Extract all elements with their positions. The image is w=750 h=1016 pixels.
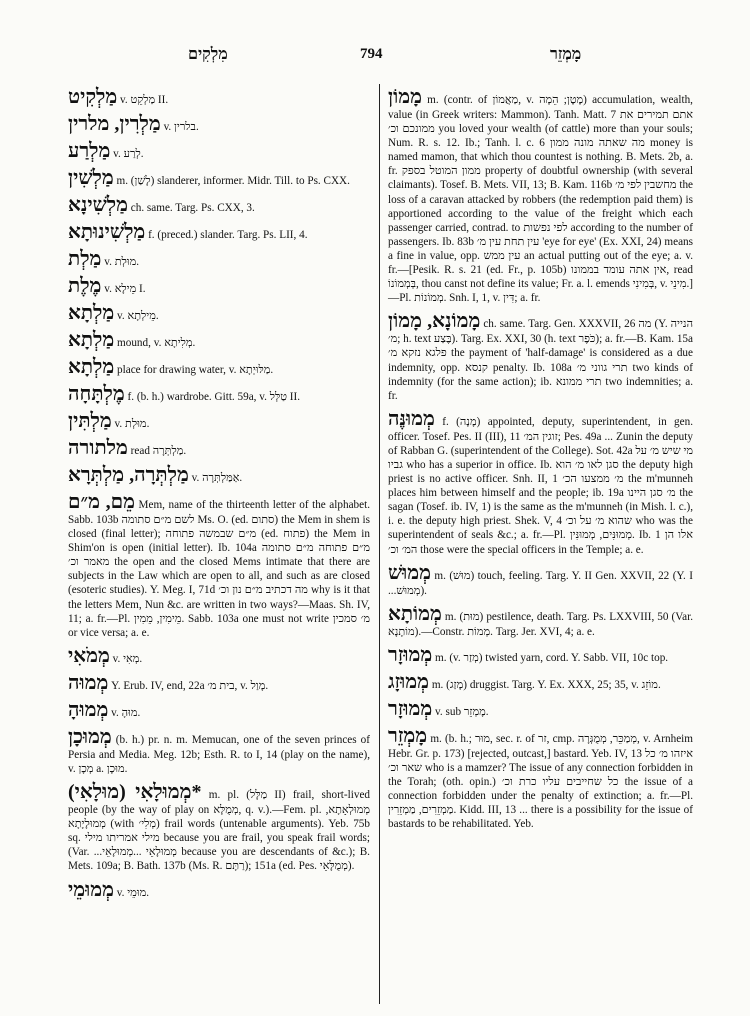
dictionary-entry: [68, 464, 370, 486]
dictionary-entry: [68, 329, 370, 351]
dictionary-entry: [388, 408, 693, 557]
dictionary-entry: [68, 113, 370, 135]
entry-headword: מַלְתָא: [68, 356, 115, 378]
entry-headword: מֶלֶת: [68, 275, 102, 297]
entry-definition: v. אַמַּלְתְּרָה.: [188, 472, 243, 484]
dictionary-entry: [68, 781, 370, 873]
entry-headword: מַלְשִׁין: [68, 167, 114, 189]
entry-definition: m. (מוּת) pestilence, death. Targ. Ps. LXXVIII, 50 (Var. מוֹתָנָא).—Constr. מְמוֹת. Targ. Jer. XVI, 4; a. e.: [388, 610, 693, 638]
dictionary-entry: [68, 194, 370, 216]
dictionary-entry: [68, 221, 370, 243]
entry-definition: mound, v. מְלִיתָא.: [114, 337, 196, 349]
entry-definition: m. (contr. of מַאֲמוֹן, v. מֶטֶן; הֵמָה) accumulation, wealth, value (in Greek writers: Mammon). Tanh. Matt. 7 אתם תמירים את ממונכם וכ׳ you loved your wealth (of cattle) more than your souls; Num. R. s. 12. Ib.; Tanh. l. c. 6 מה שאתה מונה ממון money is named mamon, that which thou countest is nothing. B. Mets. 2b, a. fr. ממון המוטל בספק property of doubtful ownership (with several claimants). Tosef. B. Mets. VII, 13; B. Kam. 116b מחשבין לפי מ׳ the loss of a caravan attacked by robbers (the redemption paid them) is apportioned according to the value of the freight which each passenger carried, contrad. to לפי נפשות according to the number of passengers. Ib. 83b עין תחת עין מ׳ 'eye for eye' (Ex. XXI, 24) means a fine in value, opp. עין ממש an actual putting out of the eye; a. v. fr.—[Pesik. R. s. 21 (ed. Fr., p. 105b) אין אתה עומד בממונו, read בְּמְמוֹנוֹ, thou canst not define its value; Fr. a. l. emends בְּמִינִי, v. מִינֵי.]—Pl. מְמוֹנוֹת. Snh. I, 1, v. דִּין; a. fr.: [388, 94, 694, 305]
entry-headword: מְמוּהָ: [68, 698, 109, 721]
entry-definition: v. sub מָמְזֵר.: [432, 705, 489, 718]
entry-headword: מַלְרַע: [68, 140, 111, 162]
right-column: [388, 86, 693, 836]
entry-definition: m. (b. h.; מוּר, sec. r. of זר, cmp. מְמַכֵּר, מְמֻגְּרָה, v. Arnheim Hebr. Gr. p. 173) [rejected, outcast,] bastard. Yeb. IV, 13 איזהו מ׳ כל שאר וכ׳ who is a mamzer? The issue of any connection forbidden in the Torah; (oth. opin.) כל שחייבים עליו כרת וכ׳ the issue of a connection forbidden under the penalty of extinction; a. fr.—Pl. מַמְזֵרִים, מַמְזֵרִין. Kidd. III, 13 ... there is a possibility for the issue of bastards to be rehabilitated. Yeb.: [388, 732, 694, 831]
dictionary-entry: [68, 167, 370, 189]
entry-headword: מְמוּה: [68, 671, 109, 694]
entry-definition: v. בלרין.: [160, 121, 199, 133]
entry-definition: v. לְרַע.: [110, 148, 144, 160]
dictionary-entry: [68, 356, 370, 378]
entry-definition: v. מַלְקֵט II.: [117, 94, 169, 106]
entry-definition: Mem, name of the thirteenth letter of the alphabet. Sabb. 103b לשם מ״ם סתומה Ms. O. (ed. סתום) the Mem in shem is closed (final letter); מ״ם שבמשה פתוחה (ed. פתוח) the Mem in Shim'on is open (initial letter). Ib. 104a מ״ם פתוחה מ״ם סתומה מאמר וכ׳ the open and the closed Mems intimate that there are subjects in the Law which are open to all, and such as are closed (esoteric studies). Y. Meg. I, 71d מה דכתיב מ״ם נון וכ׳ why is it that the letters Mem, Nun &c. are written in two ways?—Maas. Sh. IV, 11; a. fr.—Pl. מֵימִין, מֵמִין. Sabb. 103a one must not write מ׳ סמכין or vice versa; a. e.: [68, 499, 371, 639]
entry-definition: m. (v. מְזַר) twisted yarn, cord. Y. Sabb. VII, 10c top.: [432, 651, 669, 664]
entry-headword: מְמוּזָר: [388, 643, 433, 666]
entry-definition: (b. h.) pr. n. m. Memucan, one of the seven princes of Persia and Media. Meg. 12b; Esth. R. to I, 14 (play on the name), v. מְכָן a. מוּכָן.: [68, 733, 370, 775]
dictionary-entry: [68, 437, 370, 459]
entry-headword: מָמְזֵר: [388, 724, 428, 747]
entry-definition: v. מוּלְת.: [101, 256, 140, 268]
running-header: [70, 46, 690, 70]
right-running-headword: מָמְזֵר: [550, 46, 582, 63]
dictionary-entry: [388, 671, 693, 693]
entry-headword: מַלְשִׁינוּתָא: [68, 221, 146, 243]
entry-definition: m. (לָשַׁן) slanderer, informer. Midr. Till. to Ps. CXX.: [113, 175, 350, 187]
entry-definition: m. (מָזַג) druggist. Targ. Y. Ex. XXX, 25; 35, v. מוֹזֵג.: [429, 678, 661, 691]
entry-definition: f. (b. h.) wardrobe. Gitt. 59a, v. טַלְּל II.: [124, 391, 301, 403]
dictionary-entry: [68, 410, 370, 432]
entry-headword: מָמוֹנָא, מָמוֹן: [388, 310, 481, 333]
entry-definition: m. (מוּשׁ) touch, feeling. Targ. Y. II Gen. XXVII, 22 (Y. I ...מְמוּשׁ).: [388, 569, 693, 597]
dictionary-entry: [68, 140, 370, 162]
entry-definition: read מַלְתְּרָה.: [127, 445, 187, 457]
entry-headword: מְמוּכָן: [68, 725, 112, 748]
entry-definition: v. מֵילְתָא.: [114, 310, 159, 322]
entry-headword: מַלְת: [68, 248, 102, 270]
entry-definition: v. מְאִי.: [109, 652, 143, 665]
entry-definition: f. (מָנָה) appointed, deputy, superintendent, in gen. officer. Tosef. Pes. II (III), 11 זוגין המ׳; Pes. 49a ... Zunin the deputy of Rabban G. (superintendent of the College). Sot. 42a מי שיש מ׳ על גביו who has a superior in office. Ib. סגן לאו מ׳ הוא the deputy high priest is no active officer. Snh. II, 1 מ׳ ממצעו הכ׳ the m'munneh places him between himself and the people; ib. 19a מ׳ סגן היינו the sagan (Tosef. ib. IV, 1) is the same as the m'munneh (in Mish. l. c.), i. e. the deputy high priest. Shek. V, 4 שהוא מ׳ על וכ׳ who was the superintendent of seals &c.; a. fr.—Pl. מְמוּנִּים, מְמוּנִּין. Ib. 1 אלו הן המ׳ וכ׳ those were the special officers in the Temple; a. e.: [388, 415, 694, 556]
dictionary-entry: [68, 726, 370, 776]
entry-headword: מְמֹאִי: [68, 644, 110, 667]
entry-headword: מַלְקִיט: [68, 86, 118, 108]
dictionary-entry: [68, 86, 370, 108]
dictionary-entry: [68, 383, 370, 405]
entry-headword: מְמוֹתָא: [388, 602, 442, 625]
page-number: 794: [360, 46, 383, 62]
dictionary-entry: [68, 672, 370, 694]
dictionary-entry: [68, 491, 370, 640]
entry-headword: מָמוֹן: [388, 86, 422, 108]
entry-definition: Y. Erub. IV, end, 22a בית מ׳, v. מָוַל.: [108, 679, 269, 692]
entry-definition: place for drawing water, v. מַלּוּיְתָא.: [114, 364, 274, 376]
entry-definition: v. מֵילָא I.: [101, 283, 146, 295]
left-running-headword: מִלְקִים: [188, 46, 228, 63]
entry-definition: v. מוּלְת.: [111, 418, 150, 430]
dictionary-entry: [388, 310, 693, 402]
entry-headword: מַלְשִׁינָא: [68, 194, 128, 216]
entry-headword: מְמוּשׁ: [388, 561, 431, 584]
dictionary-entry: [388, 603, 693, 639]
entry-definition: f. (preced.) slander. Targ. Ps. LII, 4.: [145, 229, 308, 241]
entry-definition: v. מוּהָ.: [108, 706, 141, 719]
dictionary-entry: [388, 562, 693, 598]
dictionary-entry: [388, 644, 693, 666]
entry-headword: מַלְרִין, מלרין: [68, 113, 161, 135]
entry-headword: מַלְתָא: [68, 302, 115, 324]
entry-headword: מְמוּזָג: [388, 670, 430, 693]
dictionary-entry: [388, 698, 693, 720]
dictionary-entry: [68, 879, 370, 901]
dictionary-entry: [68, 699, 370, 721]
entry-headword: מַלְתָא: [68, 329, 115, 351]
dictionary-entry: [388, 86, 693, 305]
entry-headword: מְמוּנֶּה: [388, 407, 435, 430]
entry-headword: מַלְתִּין: [68, 410, 112, 432]
dictionary-entry: [68, 302, 370, 324]
entry-headword: מֶלְתָּחָה: [68, 383, 125, 405]
entry-headword: *מְמוּלָאִי (מוּלָאִי): [68, 781, 202, 804]
entry-definition: m. pl. (מַלָּל II) frail, short-lived people (by the way of play on מְמֻלָּא, q. v.).—Fem. pl. מְמוּלְאָתָא, מְמוּלָיָתָא (with מְלִי׳) frail words (untenable arguments). Yeb. 75b sq. מילי אמריתו מילי because you are frail, you speak frail words; (Var. ...מְמוּלָאֵי ...מְמוּלָאֵי because you are descendants of &c.); B. Mets. 109a; B. Bath. 137b (Ms. R. רַתָּם); 151a (ed. Pes. מְמֻלָּאֵי).: [68, 789, 370, 873]
entry-headword: מלתורה: [68, 437, 128, 459]
dictionary-entry: [68, 275, 370, 297]
dictionary-entry: [68, 645, 370, 667]
entry-headword: מֵם, מ״ם: [68, 491, 136, 513]
entry-headword: מְמוּמֵי: [68, 878, 114, 901]
entry-headword: מְמוּזָר: [388, 697, 433, 720]
entry-definition: v. מוּמֵי.: [113, 886, 150, 899]
entry-definition: ch. same. Targ. Gen. XXXVII, 26 מה (Y. הנייה מ׳; h. text בֶּצַע). Targ. Ex. XXI, 30 (h. text כֹּפֶר); a. fr.—B. Kam. 15a פלגא נזקא מ׳ the payment of 'half-damage' is considered as a due indemnity, opp. קנסא penalty. Ib. 108a תרי גווני מ׳ two kinds of indemnity (for the same action); ib. תרי ממונא two indemnities; a. fr.: [388, 318, 693, 402]
entry-headword: מַלְתְּרָה, מַלְתְּרָא: [68, 464, 189, 486]
dictionary-entry: [68, 248, 370, 270]
dictionary-entry: [388, 725, 693, 832]
left-column: [68, 86, 370, 906]
column-divider: [379, 84, 380, 1004]
entry-definition: ch. same. Targ. Ps. CXX, 3.: [127, 202, 255, 214]
